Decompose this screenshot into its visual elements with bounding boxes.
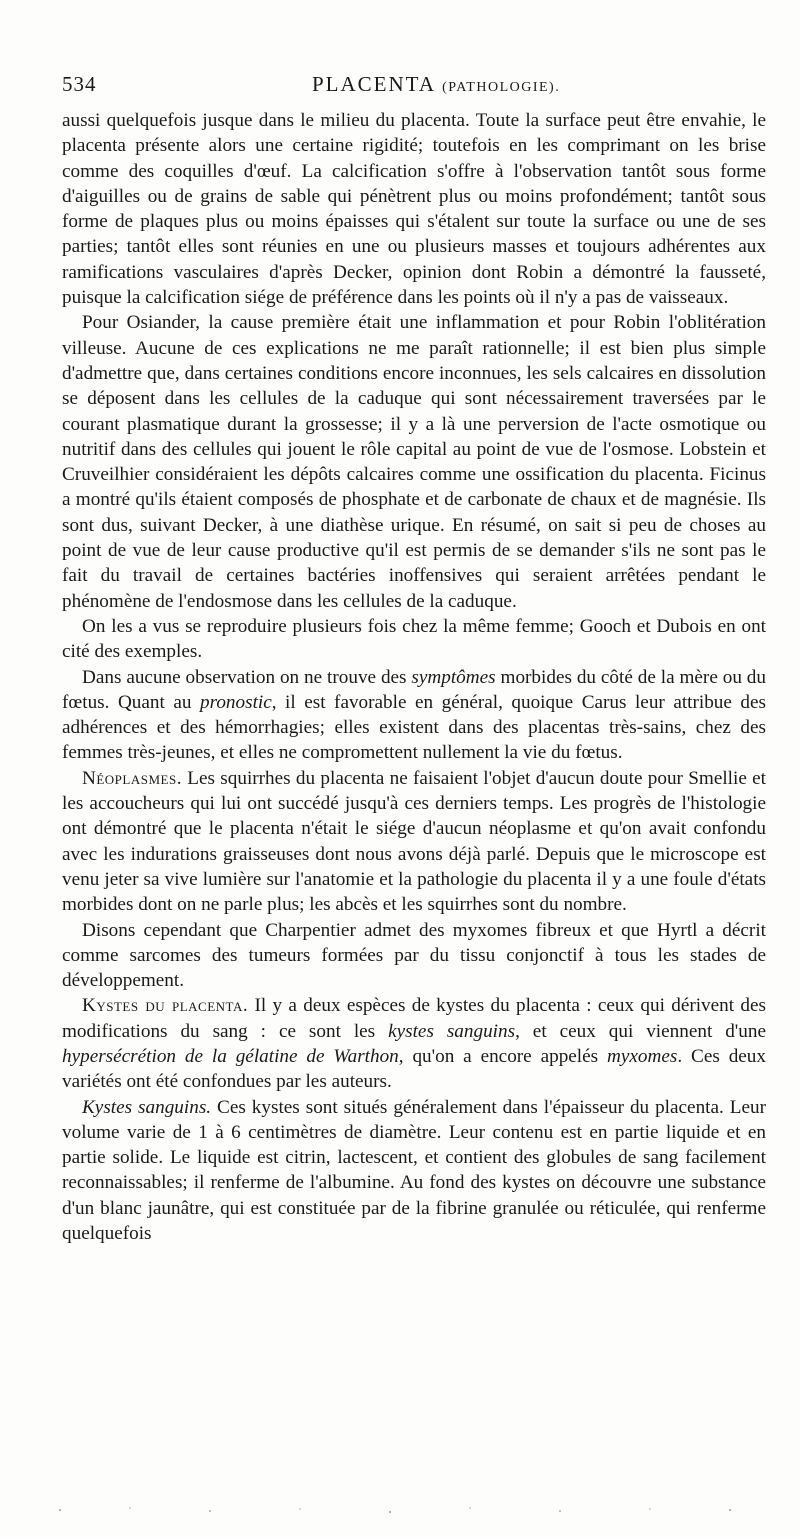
- section-heading-kystes: Kystes du placenta.: [82, 995, 249, 1017]
- scan-specks-decoration: [0, 1480, 800, 1520]
- running-title-main: PLACENTA: [312, 72, 435, 96]
- paragraph-symptoms-prognosis: Dans aucune observation on ne trouve des symptômes morbides du côté de la mère ou du fœtus. Quant au pronostic, il est favorable en général, quoique Carus leur attribue des adhérences et des hémorrhagies; elles existent dans des placentas très-sains, chez des femmes très-jeunes, et elles ne compromettent nullement la vie du fœtus.: [62, 666, 767, 764]
- document-page: [62, 72, 766, 1246]
- running-title: [312, 72, 560, 97]
- paragraph-recurrence: On les a vus se reproduire plusieurs fois chez la même femme; Gooch et Dubois en ont cité des exemples.: [62, 615, 766, 663]
- paragraph-causes: Pour Osiander, la cause première était une inflammation et pour Robin l'oblitération villeuse. Aucune de ces explications ne me paraît rationnelle; il est bien plus simple d'admettre que, dans certaines conditions encore inconnues, les sels calcaires en dissolution se déposent dans les cellules de la caduque qui sont nécessairement traversées par le courant plasmatique durant la grossesse; il y a là une perversion de l'acte osmotique ou nutritif dans des cellules qui jouent le rôle capital au point de vue de l'osmose. Lobstein et Cruveilhier considéraient les dépôts calcaires comme une ossification du placenta. Ficinus a montré qu'ils étaient composés de phosphate et de carbonate de chaux et de magnésie. Ils sont dus, suivant Decker, à une diathèse urique. En résumé, on sait si peu de choses au point de vue de leur cause productive qu'il est permis de se demander s'ils ne sont pas le fait du travail de certaines bactéries inoffensives qui seraient arrêtées pendant le phénomène de l'endosmose dans les cellules de la caduque.: [62, 312, 766, 612]
- term-kystes-sanguins: kystes sanguins: [388, 1020, 516, 1042]
- paragraph-blood-cysts: Kystes sanguins. Ces kystes sont situés généralement dans l'épaisseur du placenta. Leur volume varie de 1 à 6 centimètres de diamètre. Leur contenu est en partie liquide et en partie solide. Le liquide est citrin, lactescent, et contient des globules de sang facilement reconnaissables; il renferme de l'albumine. Au fond des kystes on découvre une substance d'un blanc jaunâtre, qui est constituée par de la fibrine granulée ou réticulée, qui renferme quelquefois: [62, 1096, 766, 1245]
- paragraph-myxomes: Disons cependant que Charpentier admet des myxomes fibreux et que Hyrtl a décrit comme sarcomes des tumeurs formées par du tissu conjonctif à tous les stades de développement.: [62, 919, 766, 992]
- paragraph-neoplasms: Néoplasmes. Les squirrhes du placenta ne faisaient l'objet d'aucun doute pour Smellie et les accoucheurs qui lui ont succédé jusqu'à ces derniers temps. Les progrès de l'histologie ont démontré que le placenta n'était le siége d'aucun néoplasme et qu'on avait confondu avec les indurations graisseuses dont nous avons déjà parlé. Depuis que le microscope est venu jeter sa vive lumière sur l'anatomie et la pathologie du placenta il y a une foule d'états morbides dont on ne parle plus; les abcès et les squirrhes sont du nombre.: [62, 767, 766, 916]
- running-title-subtitle: (PATHOLOGIE).: [442, 80, 561, 95]
- term-symptomes: symptômes: [411, 666, 496, 688]
- term-pronostic: pronostic: [199, 691, 272, 713]
- paragraph-calcification-continued: aussi quelquefois jusque dans le milieu du placenta. Toute la surface peut être envahie, le placenta présente alors une certaine rigidité; toutefois en les comprimant on les brise comme des coquilles d'œuf. La calcification s'offre à l'observation tantôt sous forme d'aiguilles ou de grains de sable qui pénètrent plus ou moins profondément; tantôt sous forme de plaques plus ou moins épaisses qui s'étalent sur toute la surface ou une de ses parties; tantôt elles sont réunies en une ou plusieurs masses et toujours adhérentes aux ramifications vasculaires d'après Decker, opinion dont Robin a démontré la fausseté, puisque la calcification siége de préférence dans les points où il n'y a pas de vaisseaux.: [62, 110, 766, 309]
- section-heading-neoplasmes: Néoplasmes.: [82, 767, 183, 789]
- section-heading-kystes-sanguins: Kystes sanguins.: [82, 1096, 212, 1118]
- paragraph-cysts: Kystes du placenta. Il y a deux espèces de kystes du placenta : ceux qui dérivent des modifications du sang : ce sont les kystes sanguins, et ceux qui viennent d'une hypersécrétion de la gélatine de Warthon, qu'on a encore appelés myxomes. Ces deux variétés ont été confondues par les auteurs.: [62, 995, 766, 1093]
- body-text: [62, 108, 766, 1246]
- term-hypersecretion: hypersécrétion de la gélatine de Warthon: [62, 1045, 399, 1067]
- page-number: 534: [62, 72, 97, 96]
- running-header: [62, 72, 766, 108]
- term-myxomes: myxomes: [607, 1045, 678, 1067]
